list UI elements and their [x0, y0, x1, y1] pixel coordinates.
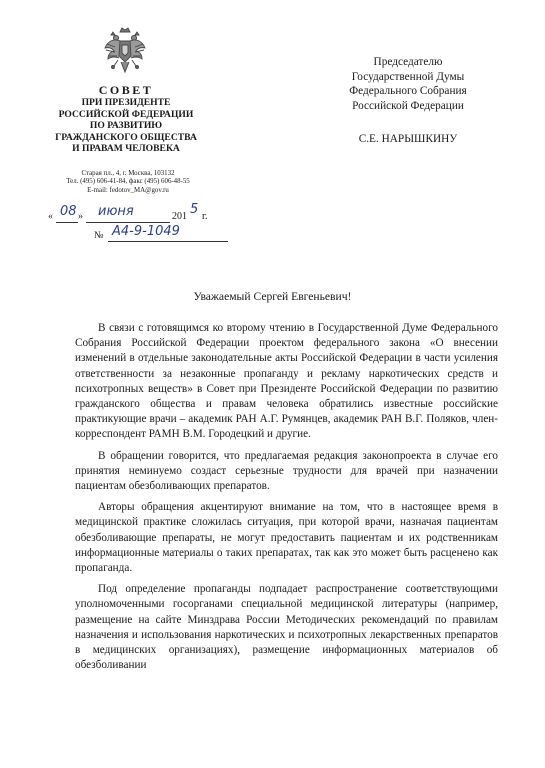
number-label: №: [94, 230, 104, 241]
date-open-quote: «: [48, 211, 53, 222]
contact-info: [34, 170, 222, 195]
salutation: Уважаемый Сергей Евгеньевич!: [193, 290, 352, 303]
date-year-unit: г.: [202, 211, 208, 222]
date-close-quote: »: [78, 211, 83, 222]
organization-title: СОВЕТ: [98, 83, 154, 97]
date-year-prefix: 201: [172, 211, 187, 222]
addressee-line: Государственной Думы: [351, 70, 465, 83]
body-paragraph: В связи с готовящимся ко второму чтению в Государственной Думе Федерального Собрания Российской Федерации проектом федерального закона «О внесении изменений в отдельные законодательные акты Российской Федерации в части усиления ответственности за незаконные пропаганду и рекламу наркотических средств и психотропных веществ» в Совет при Президенте Российской Федерации по развитию гражданского общества и правам человека обратились известные российские практикующие врачи – академик РАН А.Г. Румянцев, академик РАН В.Г. Поляков, член-корреспондент РАМН В.М. Городецкий и другие.: [75, 322, 498, 441]
addressee-name: С.Е. НАРЫШКИНУ: [358, 133, 458, 145]
organization-line: ГРАЖДАНСКОГО ОБЩЕСТВА: [55, 131, 197, 143]
number-underline: [108, 241, 228, 242]
date-line: [48, 202, 248, 225]
double-headed-eagle-coat-of-arms-icon: [103, 26, 147, 74]
organization-line: РОССИЙСКОЙ ФЕДЕРАЦИИ: [58, 108, 194, 120]
date-month: июня: [98, 204, 134, 219]
body-paragraph: В обращении говорится, что предлагаемая редакция законопроекта в случае его принятия неминуемо создаст серьезные трудности для врачей при назначении пациентам обезболивающих препаратов.: [75, 449, 498, 493]
addressee-line: Федерального Собрания: [349, 85, 467, 97]
date-year-suffix: 5: [190, 202, 199, 217]
date-month-underline: [86, 222, 170, 223]
body-paragraph: Авторы обращения акцентируют внимание на том, что в настоящее время в медицинской практике сложилась ситуация, при которой врачи, назначая пациентам обезболивающие препараты, не могут предоставить пациентам и их родственникам информационные материалы о таких препаратах, так как это может быть расценено как пропаганда.: [75, 501, 498, 575]
addressee-line: Российской Федерации: [352, 99, 464, 112]
address-text: Старая пл., 4, г. Москва, 103132: [81, 170, 175, 177]
date-day-underline: [56, 222, 78, 223]
organization-name: [40, 83, 212, 155]
email-text: E-mail: fedotov_MA@gov.ru: [87, 186, 169, 194]
letter-body: [75, 321, 498, 673]
registration-number: А4-9-1049: [112, 224, 180, 239]
organization-line: ПРИ ПРЕЗИДЕНТЕ: [81, 97, 171, 108]
registration-number-line: [94, 224, 234, 244]
phone-text: Тел. (495) 606-41-84, факс (495) 606-48-55: [66, 178, 190, 186]
organization-line: И ПРАВАМ ЧЕЛОВЕКА: [72, 143, 180, 155]
body-paragraph: Под определение пропаганды подпадает распространение соответствующими уполномоченными госорганами специальной медицинской литературы (например, размещение на сайте Минздрава России Методических рекомендаций по правилам назначения и использования наркотических и психотропных лекарственных препаратов в медицинских организациях), размещение информационных материалов об обезболивании: [75, 583, 498, 672]
date-day: 08: [60, 204, 77, 219]
addressee-block: [323, 55, 493, 147]
addressee-line: Председателю: [373, 56, 443, 68]
organization-line: ПО РАЗВИТИЮ: [89, 120, 163, 132]
